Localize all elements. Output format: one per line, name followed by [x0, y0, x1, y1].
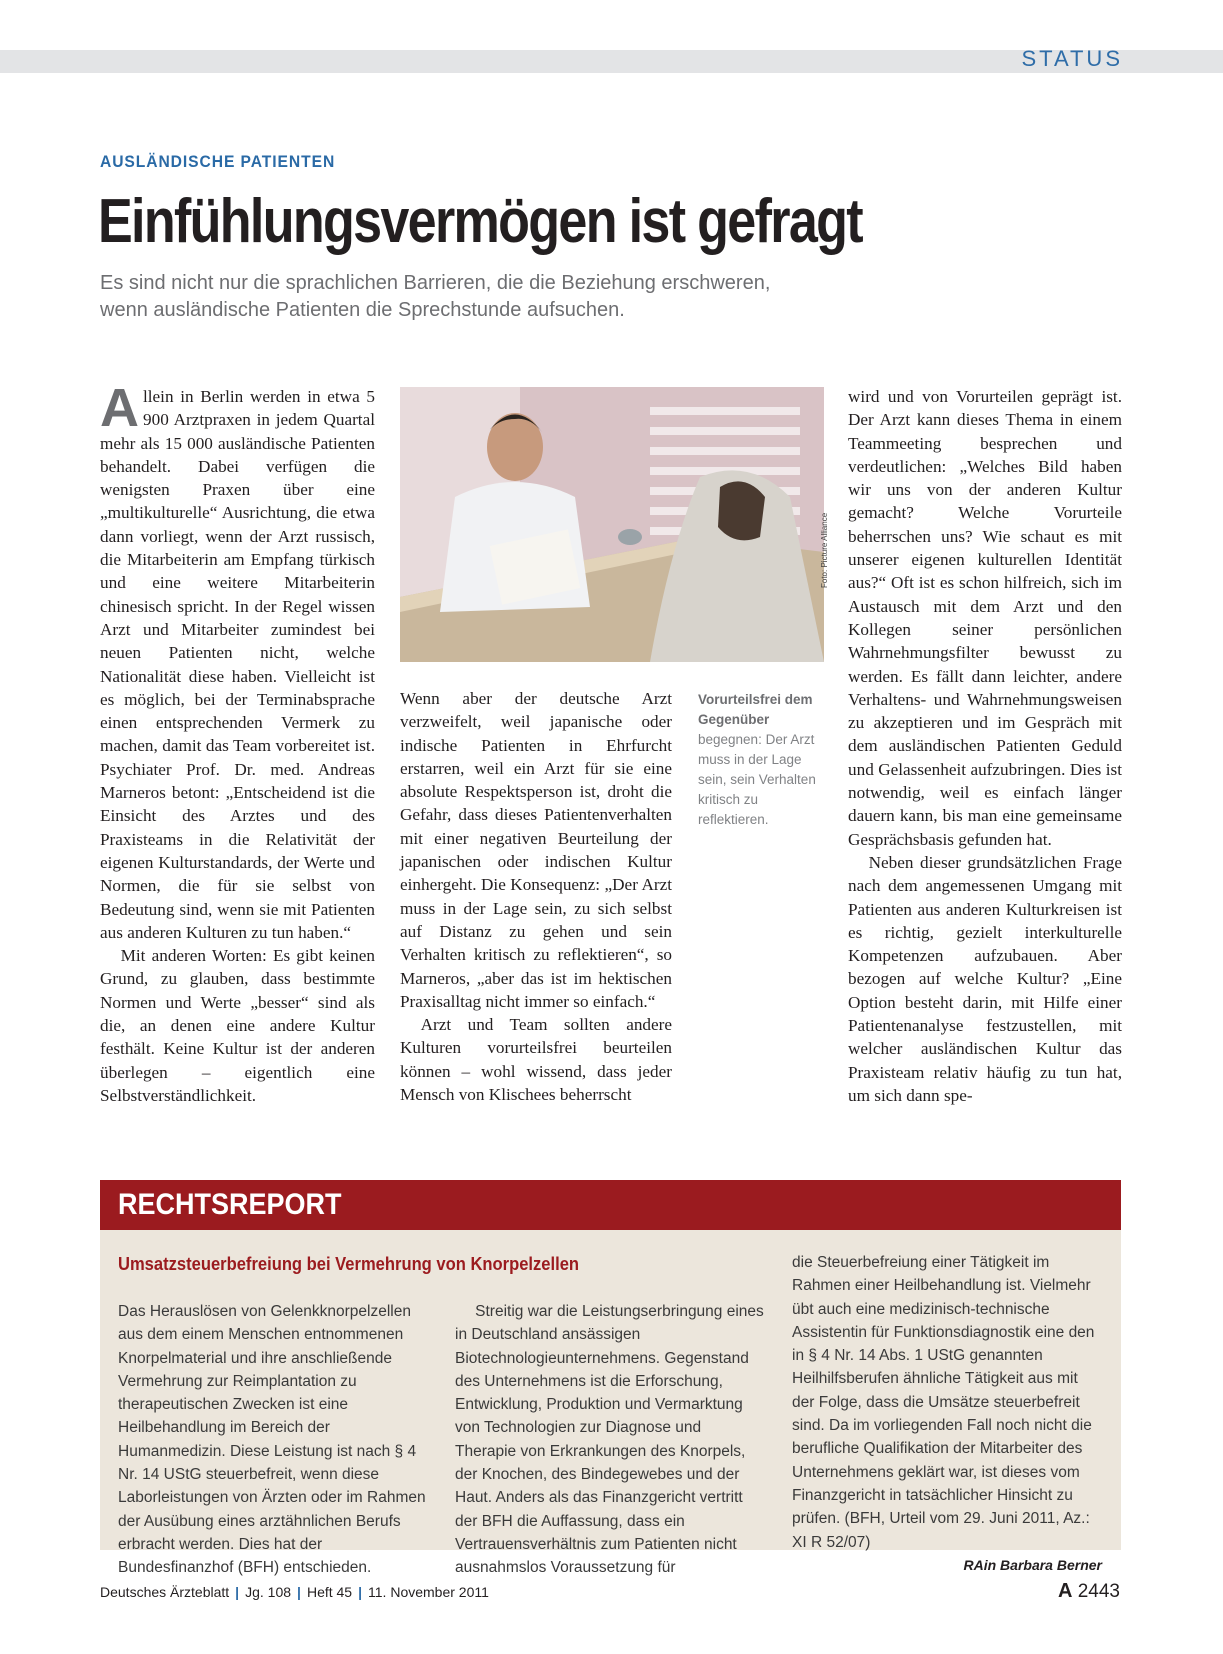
- caption-lead: Vorurteilsfrei dem Gegenüber: [698, 692, 813, 727]
- photo-caption: [698, 690, 828, 830]
- footer-separator: |: [297, 1584, 301, 1600]
- rechtsreport-author: RAin Barbara Berner: [963, 1556, 1102, 1573]
- footer-separator: |: [235, 1584, 240, 1600]
- paragraph: Streitig war die Leistungserbringung eines in Deutschland ansässigen Biotechnologieunternehmens. Gegenstand des Unternehmens ist die Erforschung, Entwicklung, Produktion und Vermarktung von Technologien zur Diagnose und Therapie von Erkrankungen des Knorpels, der Knochen, des Bindegewebes und der Haut. Anders als das Finanzgericht vertritt der BFH die Auffassung, dass ein Vertrauensverhältnis zum Patienten nicht ausnahmslos Voraussetzung für: [455, 1303, 764, 1577]
- footer-separator: |: [358, 1584, 363, 1600]
- journal-name: Deutsches Ärzteblatt: [100, 1584, 230, 1600]
- deck-line-1: Es sind nicht nur die sprachlichen Barrieren, die die Beziehung erschweren,: [100, 272, 771, 294]
- paragraph: Arzt und Team sollten andere Kulturen vorurteilsfrei beurteilen können – wohl wissend, dass jeder Mensch von Klischees beherrscht: [400, 1015, 672, 1105]
- paragraph: Mit anderen Worten: Es gibt keinen Grund, zu glauben, dass bestimmte Normen und Werte „besser“ sind als die, an denen eine andere Kultur festhält. Keine Kultur ist der anderen überlegen – eigentlich eine Selbstverständlichkeit.: [100, 946, 375, 1105]
- caption-text: begegnen: Der Arzt muss in der Lage sein, sein Verhalten kritisch zu reflektieren.: [698, 732, 816, 827]
- rechtsreport-column-1: [118, 1300, 428, 1580]
- drop-cap: A: [100, 378, 139, 438]
- photo-credit: Foto: Picture Alliance: [820, 512, 829, 588]
- journal-issue: Heft 45: [306, 1584, 353, 1600]
- doctor-patient-photo-icon: [400, 387, 824, 662]
- paragraph: wird und von Vorurteilen geprägt ist. Der Arzt kann dieses Thema in einem Teammeeting besprechen und verdeutlichen: „Welches Bild haben wir uns von der anderen Kultur gemacht? Welche Vorurteile beherrschen uns? Wie schaut es mit unserer eigenen kulturellen Identität aus?“ Oft ist es schon hilfreich, sich im Austausch mit dem Arzt und den Kollegen seiner persönlichen Wahrnehmungsfilter bewusst zu werden. Es fällt dann leichter, andere Verhaltens- und Wahrnehmungsweisen zu akzeptieren und im Gespräch mit dem ausländischen Patienten Geduld und Gelassenheit aufzubringen. Dies ist notwendig, weil es einfach länger dauern kann, bis man eine gemeinsame Gesprächsbasis gefunden hat.: [848, 387, 1122, 849]
- paragraph: [100, 378, 375, 944]
- article-column-1: [100, 378, 375, 1107]
- article-kicker: AUSLÄNDISCHE PATIENTEN: [100, 152, 336, 171]
- article-headline: Einfühlungsvermögen ist gefragt: [98, 187, 862, 256]
- article-column-3: [848, 385, 1122, 1107]
- journal-date: 11. November 2011: [368, 1584, 489, 1600]
- paragraph-text: llein in Berlin werden in etwa 5 900 Arztpraxen in jedem Quartal mehr als 15 000 ausländische Patienten behandelt. Dabei verfügen die wenigsten Praxen über eine „multikulturelle“ Ausrichtung, die etwa dann vorliegt, wenn der Arzt russisch, die Mitarbeiterin am Empfang türkisch und eine weitere Mitarbeiterin chinesisch spricht. In der Regel wissen Arzt und Mitarbeiter zumindest bei neuen Patienten nicht, welche Nationalität diese haben. Vielleicht ist es möglich, bei der Terminabsprache einen entsprechenden Vermerk zu machen, damit das Team vorbereitet ist. Psychiater Prof. Dr. med. Andreas Marneros betont: „Entscheidend ist die Einsicht des Arztes und des Praxisteams in die Relativität der eigenen Kulturstandards, der Werte und Normen, die für sie selbst von Bedeutung sind, wenn sie mit Patienten aus anderen Kulturen zu tun haben.“: [100, 387, 375, 942]
- paragraph: die Steuerbefreiung einer Tätigkeit im Rahmen einer Heilbehandlung ist. Vielmehr übt auch eine medizinisch-technische Assistentin für Funktionsdiagnostik eine den in § 4 Nr. 14 Abs. 1 UStG genannten Heilhilfsberufen ähnliche Tätigkeit aus mit der Folge, dass die Umsätze steuerbefreit sind. Da im vorliegenden Fall noch nicht die berufliche Qualifikation der Mitarbeiter des Unternehmens geklärt war, ist dieses vom Finanzgericht in tatsächlicher Hinsicht zu prüfen. (BFH, Urteil vom 29. Juni 2011, Az.: XI R 52/07): [792, 1254, 1095, 1551]
- rechtsreport-subtitle: Umsatzsteuerbefreiung bei Vermehrung von Knorpelzellen: [118, 1254, 580, 1274]
- rechtsreport-column-2: [455, 1300, 765, 1580]
- section-label: STATUS: [1021, 46, 1123, 71]
- rechtsreport-header: [100, 1180, 1121, 1230]
- paragraph: Das Herauslösen von Gelenkknorpelzellen aus dem einem Menschen entnommenen Knorpelmaterial und ihre anschließende Vermehrung zur Reimplantation zu therapeutischen Zwecken ist eine Heilbehandlung im Bereich der Humanmedizin. Diese Leistung ist nach § 4 Nr. 14 UStG steuerbefreit, wenn diese Laborleistungen von Ärzten oder im Rahmen der Ausübung eines arztähnlichen Berufs erbracht werden. Dies hat der Bundesfinanzhof (BFH) entschieden.: [118, 1303, 426, 1577]
- page-prefix: A: [1057, 1580, 1073, 1602]
- deck-line-2: wenn ausländische Patienten die Sprechstunde aufsuchen.: [100, 299, 625, 321]
- rechtsreport-column-3: [792, 1251, 1102, 1577]
- paragraph: Wenn aber der deutsche Arzt verzweifelt, weil japanische oder indische Patienten in Ehrfurcht erstarren, weil ein Arzt für sie eine absolute Respektsperson ist, droht die Gefahr, dass dieses Patientenverhalten mit einer negativen Beurteilung der japanischen oder indischen Kultur einhergeht. Die Konsequenz: „Der Arzt muss in der Lage sein, zu sich selbst auf Distanz zu gehen und sein Verhalten kritisch zu reflektieren“, so Marneros, „aber das ist im hektischen Praxisalltag nicht immer so einfach.“: [400, 689, 672, 1011]
- paragraph: Neben dieser grundsätzlichen Frage nach dem angemessenen Umgang mit Patienten aus anderen Kulturkreisen ist es richtig, gezielt interkulturelle Kompetenzen aufzubauen. Aber bezogen auf welche Kultur? „Eine Option besteht darin, mit Hilfe einer Patientenanalyse festzustellen, mit welcher ausländischen Kultur das Praxisteam relativ häufig zu tun hat, um sich dann spe-: [848, 852, 1122, 1105]
- page-number-value: 2443: [1077, 1581, 1120, 1602]
- rechtsreport-box: [100, 1180, 1121, 1577]
- rechtsreport-title: RECHTSREPORT: [118, 1188, 342, 1221]
- article-photo: [400, 387, 824, 662]
- page-number: [1058, 1580, 1120, 1603]
- page-footer: [100, 1584, 489, 1600]
- article-column-2: [400, 687, 672, 1106]
- journal-volume: Jg. 108: [245, 1584, 292, 1600]
- article-deck: [100, 270, 920, 324]
